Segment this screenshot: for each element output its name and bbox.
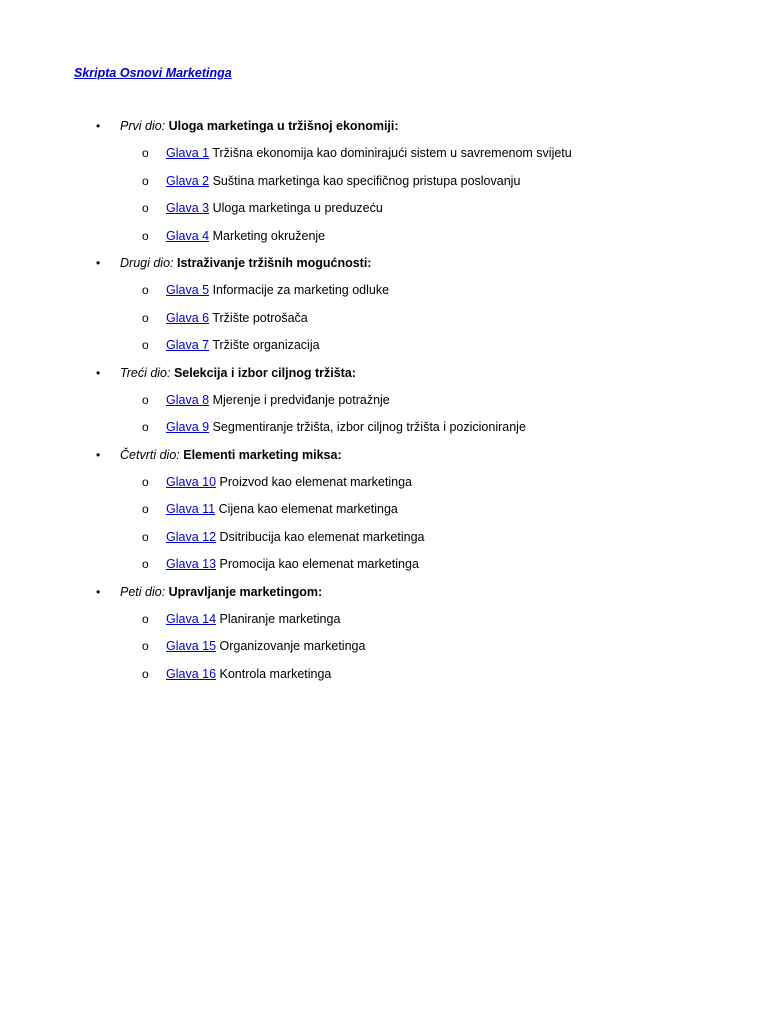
chapter-entry (166, 223, 325, 250)
chapter-title: Planiranje marketinga (219, 612, 341, 627)
sub-bullet-icon: o (142, 310, 149, 325)
chapter-item (0, 168, 768, 195)
sub-bullet-icon: o (142, 201, 149, 216)
part-label: Drugi dio: (120, 255, 174, 270)
chapter-link[interactable]: Glava 6 (166, 310, 210, 325)
sub-bullet-icon: o (142, 475, 149, 490)
outline-list (0, 113, 768, 688)
part-title: Upravljanje marketingom: (168, 584, 323, 599)
chapter-link[interactable]: Glava 12 (166, 529, 217, 544)
part-heading (120, 250, 371, 277)
chapter-entry (166, 606, 340, 633)
part-label: Peti dio: (120, 584, 166, 599)
chapter-link[interactable]: Glava 14 (166, 612, 217, 627)
document-title-link[interactable]: Skripta Osnovi Marketinga (74, 66, 232, 80)
chapter-item (0, 469, 768, 496)
sub-bullet-icon: o (142, 639, 149, 654)
part-heading (120, 113, 399, 140)
part-item (0, 113, 768, 140)
sub-bullet-icon: o (142, 338, 149, 353)
chapter-item (0, 195, 768, 222)
sub-bullet-icon: o (142, 666, 149, 681)
chapter-title: Dsitribucija kao elemenat marketinga (219, 529, 425, 544)
chapter-item (0, 305, 768, 332)
chapter-item (0, 524, 768, 551)
part-heading (120, 360, 356, 387)
chapter-item (0, 332, 768, 359)
sub-bullet-icon: o (142, 557, 149, 572)
chapter-entry (166, 195, 383, 222)
chapter-link[interactable]: Glava 16 (166, 666, 217, 681)
bullet-icon: • (96, 447, 101, 462)
chapter-title: Uloga marketinga u preduzeću (212, 201, 383, 216)
chapter-link[interactable]: Glava 13 (166, 557, 217, 572)
part-label: Prvi dio: (120, 119, 166, 133)
chapter-entry (166, 387, 390, 414)
chapter-item (0, 140, 768, 167)
chapter-item (0, 633, 768, 660)
chapter-entry (166, 305, 308, 332)
chapter-link[interactable]: Glava 3 (166, 201, 210, 216)
sub-bullet-icon: o (142, 502, 149, 517)
bullet-icon: • (96, 255, 101, 270)
chapter-title: Kontrola marketinga (219, 666, 332, 681)
bullet-icon: • (96, 119, 101, 133)
part-item (0, 250, 768, 277)
chapter-link[interactable]: Glava 9 (166, 420, 210, 435)
part-item (0, 360, 768, 387)
chapter-link[interactable]: Glava 5 (166, 283, 210, 298)
chapter-link[interactable]: Glava 8 (166, 392, 210, 407)
bullet-icon: • (96, 584, 101, 599)
chapter-title: Tržište organizacija (212, 338, 320, 353)
chapter-title: Tržišna ekonomija kao dominirajući sistem u savremenom svijetu (212, 146, 572, 161)
chapter-item (0, 223, 768, 250)
part-label: Treći dio: (120, 365, 171, 380)
sub-bullet-icon: o (142, 420, 149, 435)
chapter-title: Cijena kao elemenat marketinga (218, 502, 398, 517)
chapter-entry (166, 496, 398, 523)
chapter-title: Suština marketinga kao specifičnog pristupa poslovanju (212, 173, 521, 188)
sub-bullet-icon: o (142, 392, 149, 407)
chapter-item (0, 551, 768, 578)
chapter-item (0, 496, 768, 523)
chapter-title: Marketing okruženje (212, 228, 326, 243)
sub-bullet-icon: o (142, 529, 149, 544)
chapter-item (0, 277, 768, 304)
chapter-item (0, 606, 768, 633)
part-title: Selekcija i izbor ciljnog tržišta: (173, 365, 356, 380)
part-heading (120, 442, 342, 469)
chapter-title: Mjerenje i predviđanje potražnje (212, 392, 390, 407)
chapter-item (0, 661, 768, 688)
chapter-link[interactable]: Glava 15 (166, 639, 217, 654)
chapter-entry (166, 661, 331, 688)
chapter-link[interactable]: Glava 4 (166, 228, 210, 243)
chapter-link[interactable]: Glava 2 (166, 173, 210, 188)
chapter-entry (166, 524, 424, 551)
sub-bullet-icon: o (142, 612, 149, 627)
part-heading (120, 579, 322, 606)
chapter-link[interactable]: Glava 7 (166, 338, 210, 353)
bullet-icon: • (96, 365, 101, 380)
chapter-title: Organizovanje marketinga (219, 639, 366, 654)
chapter-title: Tržište potrošača (212, 310, 308, 325)
chapter-title: Segmentiranje tržišta, izbor ciljnog tržišta i pozicioniranje (212, 420, 526, 435)
chapter-entry (166, 633, 365, 660)
chapter-item (0, 387, 768, 414)
sub-bullet-icon: o (142, 228, 149, 243)
chapter-link[interactable]: Glava 10 (166, 475, 217, 490)
chapter-entry (166, 277, 389, 304)
chapter-link[interactable]: Glava 11 (166, 502, 216, 517)
chapter-title: Proizvod kao elemenat marketinga (219, 475, 412, 490)
chapter-entry (166, 469, 412, 496)
chapter-entry (166, 414, 526, 441)
sub-bullet-icon: o (142, 173, 149, 188)
chapter-entry (166, 332, 320, 359)
chapter-entry (166, 551, 419, 578)
part-title: Uloga marketinga u tržišnoj ekonomiji: (168, 119, 399, 133)
chapter-title: Promocija kao elemenat marketinga (219, 557, 419, 572)
chapter-entry (166, 140, 572, 167)
chapter-entry (166, 168, 520, 195)
part-item (0, 579, 768, 606)
part-label: Četvrti dio: (120, 447, 180, 462)
chapter-title: Informacije za marketing odluke (212, 283, 390, 298)
part-title: Istraživanje tržišnih mogućnosti: (176, 255, 372, 270)
part-title: Elementi marketing miksa: (183, 447, 342, 462)
sub-bullet-icon: o (142, 283, 149, 298)
chapter-link[interactable]: Glava 1 (166, 146, 210, 161)
part-item (0, 442, 768, 469)
chapter-item (0, 414, 768, 441)
sub-bullet-icon: o (142, 146, 149, 161)
